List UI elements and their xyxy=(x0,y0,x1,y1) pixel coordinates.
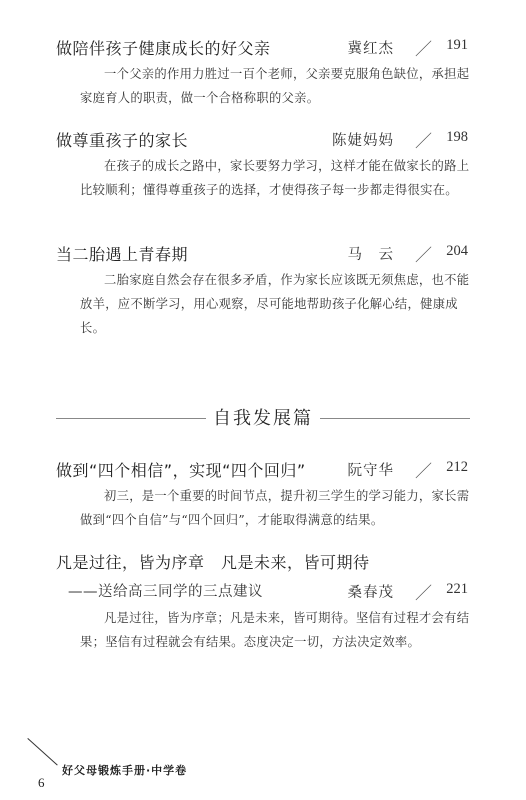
separator-slash: ／ xyxy=(415,462,432,482)
entry-summary: 凡是过往，皆为序章；凡是未来，皆可期待。坚信有过程才会有结果；坚信有过程就会有结果。态度决定一切，方法决定效率。 xyxy=(80,611,470,649)
toc-entry-subheader xyxy=(56,580,468,604)
toc-entry-header xyxy=(56,242,468,266)
entry-page-number[interactable]: 198 xyxy=(446,129,468,145)
entry-author: 冀红杰 xyxy=(347,41,394,57)
entry-page-number[interactable]: 212 xyxy=(446,459,468,475)
toc-entry-header xyxy=(56,36,468,60)
separator-slash: ／ xyxy=(415,584,432,604)
entry-author: 陈婕妈妈 xyxy=(332,133,394,149)
entry-page-number[interactable]: 204 xyxy=(446,243,468,259)
entry-summary: 一个父亲的作用力胜过一百个老师，父亲要克服角色缺位，承担起家庭育人的职责，做一个合格称职的父亲。 xyxy=(80,67,470,105)
entry-title[interactable]: 做到“四个相信”，实现“四个回归” xyxy=(56,461,306,480)
entry-subtitle: ——送给高三同学的三点建议 xyxy=(68,584,263,600)
footer-diagonal-rule xyxy=(27,738,57,766)
entry-summary: 二胎家庭自然会存在很多矛盾，作为家长应该既无须焦虑，也不能放羊，应不断学习，用心观察，尽可能地帮助孩子化解心结，健康成长。 xyxy=(80,273,470,335)
entry-title[interactable]: 做尊重孩子的家长 xyxy=(56,131,189,150)
entry-page-number[interactable]: 221 xyxy=(446,581,468,597)
toc-entry-header xyxy=(56,128,468,152)
entry-page-number[interactable]: 191 xyxy=(446,37,468,53)
entry-title[interactable]: 凡是过往，皆为序章 凡是未来，皆可期待 xyxy=(56,553,370,572)
entry-title[interactable]: 做陪伴孩子健康成长的好父亲 xyxy=(56,39,271,58)
entry-summary: 初三，是一个重要的时间节点，提升初三学生的学习能力，家长需做到“四个自信”与“四个回归”，才能取得满意的结果。 xyxy=(80,489,470,527)
separator-slash: ／ xyxy=(415,246,432,266)
separator-slash: ／ xyxy=(415,40,432,60)
entry-summary: 在孩子的成长之路中，家长要努力学习，这样才能在做家长的路上比较顺利；懂得尊重孩子的选择，才使得孩子每一步都走得很实在。 xyxy=(80,159,470,197)
section-rule-right xyxy=(320,418,470,419)
entry-author: 阮守华 xyxy=(347,463,394,479)
entry-title[interactable]: 当二胎遇上青春期 xyxy=(56,245,189,264)
footer-book-title: 好父母锻炼手册·中学卷 xyxy=(62,764,188,777)
entry-author: 马 云 xyxy=(347,247,394,263)
footer-page-number: 6 xyxy=(38,775,45,790)
separator-slash: ／ xyxy=(415,132,432,152)
toc-entry-header xyxy=(56,458,468,482)
toc-entry-header xyxy=(56,550,468,574)
section-title: 自我发展篇 xyxy=(213,408,313,429)
entry-author: 桑春茂 xyxy=(347,585,394,601)
